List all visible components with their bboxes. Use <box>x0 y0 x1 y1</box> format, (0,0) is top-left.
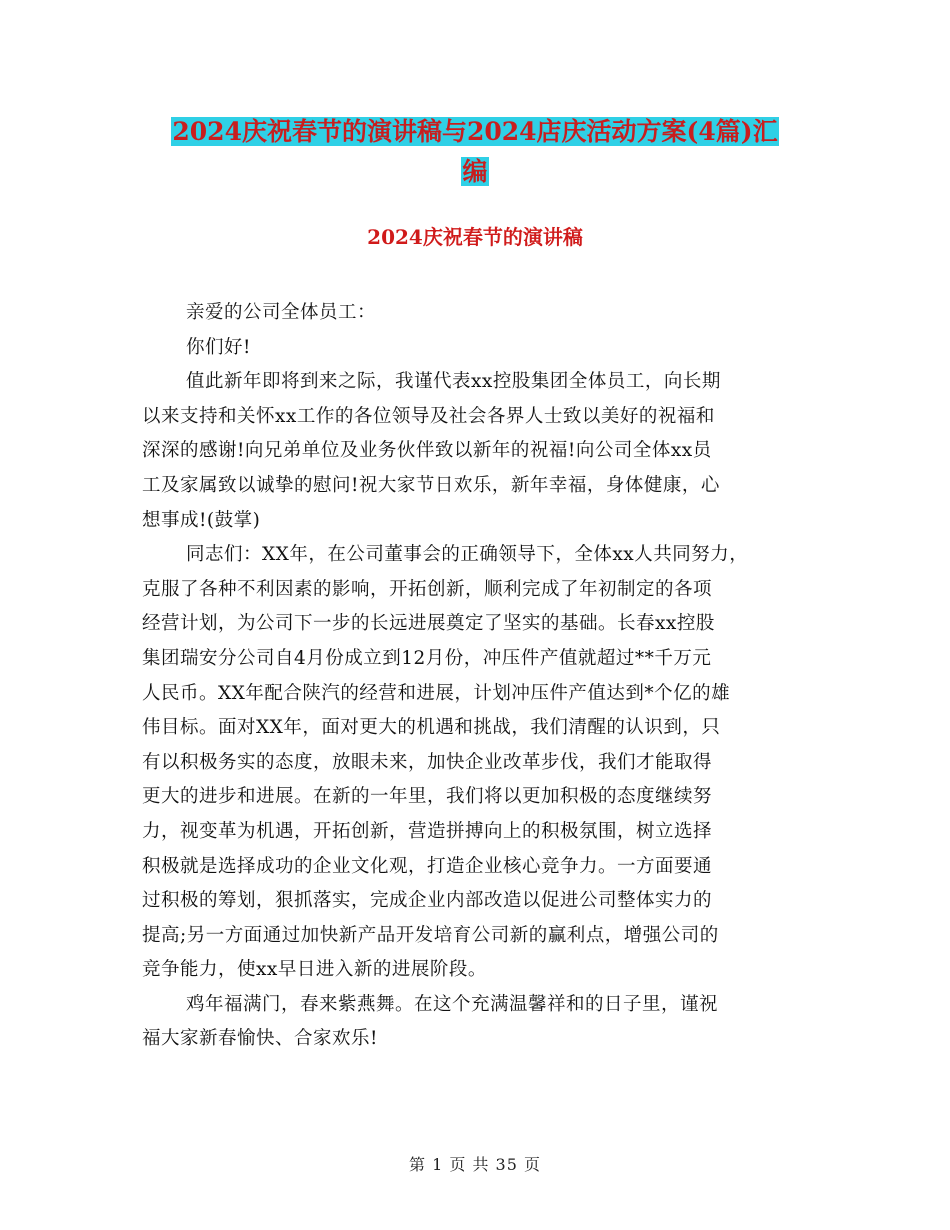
document-title-line-1: 2024庆祝春节的演讲稿与2024店庆活动方案(4篇)汇 <box>172 117 778 146</box>
paragraph-line: 同志们：XX年，在公司董事会的正确领导下，全体xx人共同努力， <box>186 544 749 566</box>
paragraph-line: 提高;另一方面通过加快新产品开发培育公司新的赢利点，增强公司的 <box>142 924 719 946</box>
paragraph-line: 有以积极务实的态度，放眼未来，加快企业改革步伐，我们才能取得 <box>142 751 713 773</box>
document-body <box>142 296 814 1057</box>
paragraph-line: 过积极的筹划，狠抓落实，完成企业内部改造以促进公司整体实力的 <box>142 890 713 912</box>
page-number-footer: 第 1 页 共 35 页 <box>409 1155 541 1174</box>
paragraph-line: 福大家新春愉快、合家欢乐! <box>142 1028 378 1050</box>
paragraph-line: 想事成!(鼓掌) <box>142 509 261 531</box>
paragraph-line: 值此新年即将到来之际，我谨代表xx控股集团全体员工，向长期 <box>186 371 721 393</box>
section-title: 2024庆祝春节的演讲稿 <box>367 225 583 249</box>
paragraph-line: 工及家属致以诚挚的慰问!祝大家节日欢乐，新年幸福，身体健康，心 <box>142 474 720 496</box>
paragraph-line: 鸡年福满门，春来紫燕舞。在这个充满温馨祥和的日子里，谨祝 <box>186 993 719 1015</box>
paragraph-line: 克服了各种不利因素的影响，开拓创新，顺利完成了年初制定的各项 <box>142 578 713 600</box>
paragraph-line: 经营计划，为公司下一步的长远进展奠定了坚实的基础。长春xx控股 <box>142 613 715 635</box>
paragraph-line: 以来支持和关怀xx工作的各位领导及社会各界人士致以美好的祝福和 <box>142 405 715 427</box>
paragraph-line: 人民币。XX年配合陕汽的经营和进展，计划冲压件产值达到*个亿的雄 <box>142 682 731 704</box>
document-title <box>140 112 810 192</box>
salutation: 亲爱的公司全体员工： <box>186 302 377 323</box>
paragraph-line: 深深的感谢!向兄弟单位及业务伙伴致以新年的祝福!向公司全体xx员 <box>142 440 712 462</box>
paragraph-line: 集团瑞安分公司自4月份成立到12月份，冲压件产值就超过**千万元 <box>142 647 712 669</box>
paragraph-line: 积极就是选择成功的企业文化观，打造企业核心竞争力。一方面要通 <box>142 855 713 877</box>
paragraph-line: 竞争能力，使xx早日进入新的进展阶段。 <box>142 959 487 981</box>
paragraph-line: 更大的进步和进展。在新的一年里，我们将以更加积极的态度继续努 <box>142 786 713 808</box>
greeting: 你们好! <box>186 336 251 358</box>
paragraph-line: 伟目标。面对XX年，面对更大的机遇和挑战，我们清醒的认识到，只 <box>142 717 721 739</box>
document-title-line-2: 编 <box>462 157 488 186</box>
paragraph-line: 力，视变革为机遇，开拓创新，营造拼搏向上的积极氛围，树立选择 <box>142 820 713 842</box>
